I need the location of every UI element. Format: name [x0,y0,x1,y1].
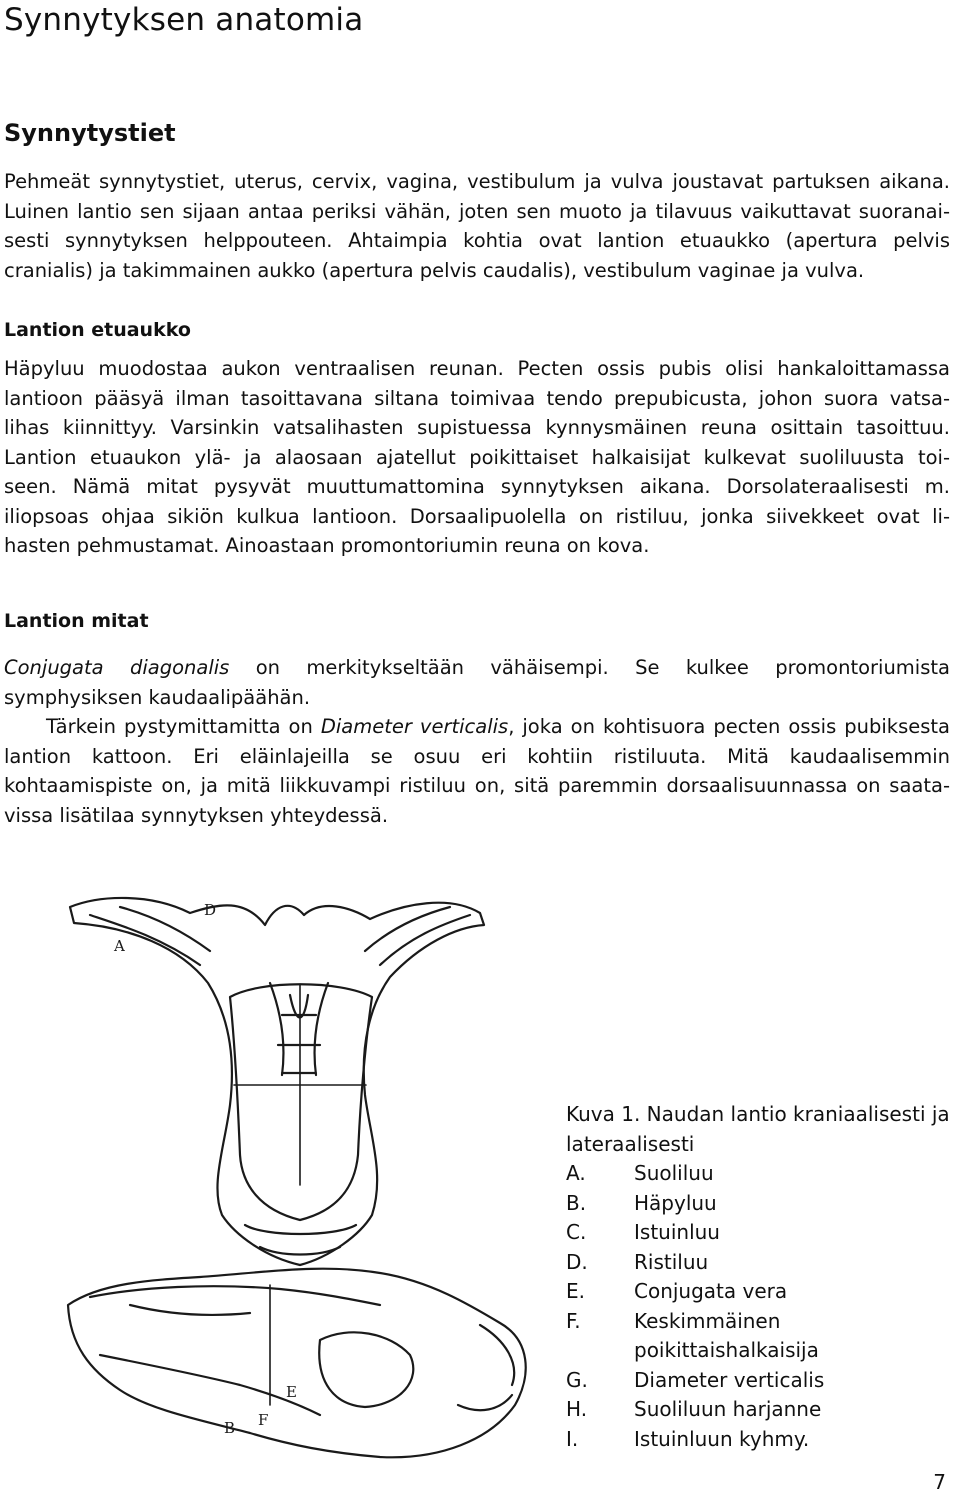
ischial-tuber [458,1325,514,1410]
subsection-heading-etuaukko: Lantion etuaukko [4,319,191,341]
etuaukko-paragraph [4,354,950,561]
caption-title: lateraalisesti [566,1131,695,1156]
legend-value: Conjugata vera [634,1279,788,1303]
pelvic-inlet [230,984,372,1220]
text-line: symphysiksen kaudaalipäähän. [4,685,311,709]
text-line: vissa lisätilaa synnytyksen yhteydessä. [4,803,389,827]
text-fragment: Tärkein pystymittamitta on [46,715,321,738]
legend-value: Suoliluu [634,1161,714,1185]
text-line: seen. Nämä mitat pysyvät muuttumattomina synnytyksen aikana. Dorsolateraalisesti m. [4,475,950,498]
legend-key: A. [566,1161,586,1185]
legend-item [566,1395,960,1425]
intro-paragraph [4,167,950,285]
text-line: lantion kattoon. Eri eläinlajeilla se osuu eri kohtiin ristiluuta. Mitä kaudaalisemmin [4,744,950,768]
figure-letter: E [286,1383,297,1401]
text-fragment: , joka on kohtisuora pecten ossis pubiksesta [508,715,950,738]
sacrum-detail [270,983,328,1075]
legend-key: D. [566,1249,588,1274]
text-line: Pehmeät synnytystiet, uterus, cervix, vagina, vestibulum ja vulva joustavat partuksen aikana. [4,170,950,193]
legend-item [566,1277,960,1307]
legend-key: G. [566,1367,588,1392]
legend-key: F. [566,1308,581,1333]
text-line: lihas kiinnittyy. Varsinkin vatsalihasten supistuessa kynnysmäinen reuna osittain tasoittuu. [4,416,950,439]
text-line: iliopsoas ohjaa sikiön kulkua lantioon. Dorsaalipuolella on ristiluu, jonka siivekkeet ovat li- [4,504,950,528]
page-number: 7 [933,1470,946,1494]
mitat-paragraph [4,653,950,830]
legend-value: Suoliluun harjanne [634,1397,822,1421]
cranial-outline [70,898,484,1265]
text-line: lantioon pääsyä ilman tasoittavana siltana toimivaa tendo prepubicusta, johon suora vatsa- [4,386,950,410]
legend-key: H. [566,1397,588,1421]
figure-letter: B [224,1419,236,1437]
sacrum-lateral [90,1286,380,1315]
term-conjugata-diagonalis: Conjugata diagonalis [4,656,230,679]
text-fragment: on merkitykseltään vähäisempi. Se kulkee promontoriumista [229,656,950,679]
legend-item [566,1218,960,1248]
legend-item [566,1307,960,1366]
legend-item [566,1366,960,1396]
section-heading: Synnytystiet [4,119,176,147]
term-diameter-verticalis: Diameter verticalis [320,715,509,738]
legend-value: Diameter verticalis [634,1367,825,1392]
obturator [319,1332,413,1407]
text-line: cranialis) ja takimmainen aukko (apertura pelvis caudalis), vestibulum vaginae ja vulva. [4,258,865,282]
caption-title: Kuva 1. Naudan lantio kraniaalisesti ja [566,1102,950,1126]
legend-item [566,1425,960,1455]
legend-value: Keskimmäinen poikittaishalkaisija [634,1308,819,1362]
text-line: sesti synnytyksen helppouteen. Ahtaimpia kohtia ovat lantion etuaukko (apertura pelvis [4,229,950,252]
legend-item [566,1248,960,1278]
text-line [4,653,950,683]
legend-key: E. [566,1279,585,1303]
caption-legend [566,1159,960,1454]
figure-letter: D [204,901,217,919]
text-line: Lantion etuaukon ylä- ja alaosaan ajatellut poikittaiset halkaisijat kulkevat suoliluusta toi- [4,445,950,469]
legend-item [566,1159,960,1189]
legend-key: B. [566,1190,587,1215]
wing-left [90,907,210,965]
legend-key: C. [566,1220,587,1244]
legend-value: Istuinluun kyhmy. [634,1426,810,1451]
text-line: kohtaamispiste on, ja mitä liikkuvampi ristiluu on, sitä paremmin dorsaalisuunnassa on saata- [4,774,950,797]
text-line [4,712,950,742]
text-line: hasten pehmustamat. Ainoastaan promontoriumin reuna on kova. [4,534,650,557]
figure-letter: A [114,937,125,955]
legend-value: Istuinluu [634,1220,720,1244]
page-title: Synnytyksen anatomia [4,2,364,38]
figure-letter: F [258,1411,269,1429]
legend-item [566,1189,960,1219]
pelvis-illustration [60,885,538,1475]
legend-key: I. [566,1426,579,1451]
wing-right [365,907,470,965]
figure-caption [566,1100,960,1454]
legend-value: Häpyluu [634,1190,717,1215]
subsection-heading-mitat: Lantion mitat [4,610,149,632]
legend-value: Ristiluu [634,1249,709,1274]
text-line: Häpyluu muodostaa aukon ventraalisen reunan. Pecten ossis pubis olisi hankaloittamassa [4,357,950,380]
text-line: Luinen lantio sen sijaan antaa periksi vähän, joten sen muoto ja tilavuus vaikuttavat suoranai- [4,199,950,223]
